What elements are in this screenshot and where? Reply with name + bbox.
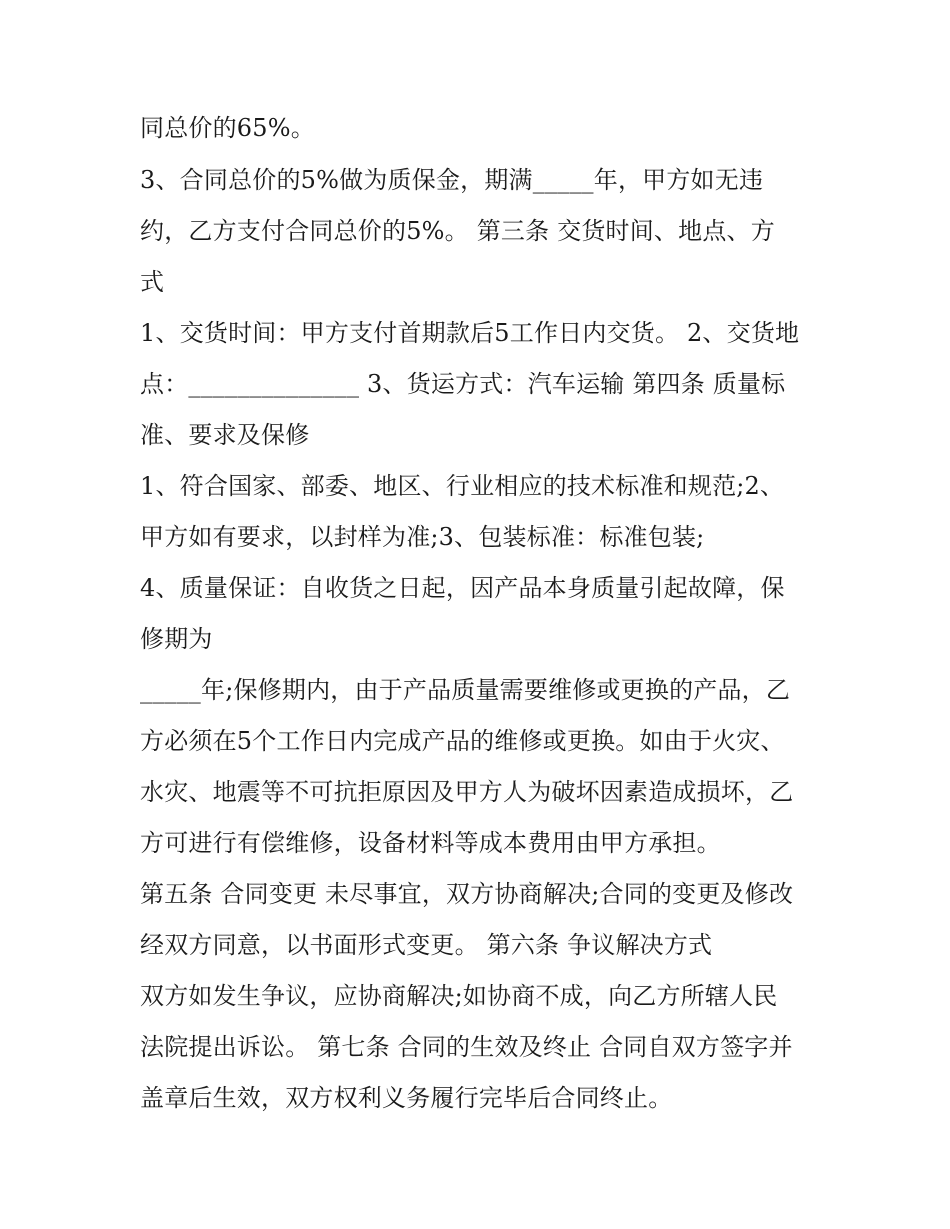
text-line: 经双方同意，以书面形式变更。 第六条 争议解决方式 [140, 931, 713, 959]
text-line: 准、要求及保修 [140, 421, 310, 449]
text-line: 式 [140, 268, 165, 296]
text-line: 方必须在5个工作日内完成产品的维修或更换。如由于火灾、 [140, 727, 785, 755]
text-line: _____年;保修期内，由于产品质量需要维修或更换的产品，乙 [140, 676, 791, 704]
text-line: 甲方如有要求，以封样为准;3、包装标准：标准包装; [140, 523, 705, 551]
text-line: 1、交货时间：甲方支付首期款后5工作日内交货。 2、交货地 [140, 319, 800, 347]
text-line: 1、符合国家、部委、地区、行业相应的技术标准和规范;2、 [140, 472, 785, 500]
text-line: 水灾、地震等不可抗拒原因及甲方人为破坏因素造成损坏，乙 [140, 778, 794, 806]
text-line: 同总价的65%。 [140, 114, 315, 142]
text-line: 3、合同总价的5%做为质保金，期满_____年，甲方如无违 [140, 166, 764, 194]
text-line: 第五条 合同变更 未尽事宜，双方协商解决;合同的变更及修改 [140, 880, 794, 908]
text-line: 法院提出诉讼。 第七条 合同的生效及终止 合同自双方签字并 [140, 1033, 793, 1061]
text-line: 双方如发生争议，应协商解决;如协商不成，向乙方所辖人民 [140, 982, 778, 1010]
text-line: 约，乙方支付合同总价的5%。 第三条 交货时间、地点、方 [140, 217, 775, 245]
text-line: 盖章后生效，双方权利义务履行完毕后合同终止。 [140, 1084, 673, 1112]
text-line: 4、质量保证：自收货之日起，因产品本身质量引起故障，保 [140, 574, 785, 602]
text-line: 修期为 [140, 625, 213, 653]
text-line: 点：______________ 3、货运方式：汽车运输 第四条 质量标 [140, 370, 786, 398]
text-line: 方可进行有偿维修，设备材料等成本费用由甲方承担。 [140, 829, 721, 857]
